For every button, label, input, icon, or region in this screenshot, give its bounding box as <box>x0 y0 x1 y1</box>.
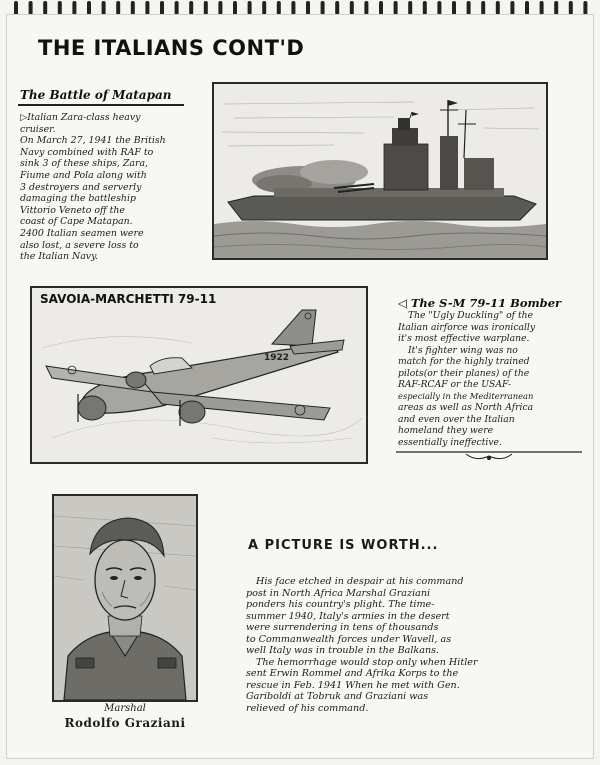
spiral-coil <box>510 1 514 15</box>
spiral-coil <box>525 1 529 15</box>
matapan-line: Vittorio Veneto off the <box>20 204 125 216</box>
spiral-coil <box>481 1 485 15</box>
spiral-coil <box>452 1 456 15</box>
picture-line: ponders his country's plight. The time- <box>246 599 435 610</box>
picture-line: sent Erwin Rommel and Afrika Korps to the <box>246 668 459 679</box>
cruiser-drawing-frame <box>212 82 548 260</box>
picture-line: rescue in Feb. 1941 When he met with Gen. <box>246 679 460 691</box>
spiral-coil <box>467 1 471 15</box>
graziani-portrait <box>54 496 196 700</box>
spiral-coil <box>554 1 558 15</box>
spiral-coil <box>204 1 208 15</box>
matapan-line: Fiume and Pola along with <box>20 169 147 181</box>
picture-line: to Commanwealth forces under Wavell, as <box>246 633 452 645</box>
bomber-drawing-frame <box>30 286 368 464</box>
matapan-heading-underline <box>18 104 184 106</box>
picture-text <box>246 576 478 714</box>
picture-line: His face etched in despair at his command <box>256 576 464 587</box>
spiral-coil <box>29 1 33 15</box>
matapan-line: cruiser. <box>20 123 56 135</box>
spiral-coil <box>379 1 383 15</box>
spiral-coil <box>160 1 164 15</box>
picture-heading: A PICTURE IS WORTH... <box>248 538 439 553</box>
matapan-line: 3 destroyers and serverly <box>20 181 142 193</box>
spiral-coil <box>496 1 500 15</box>
plane-tail-marking: 1922 <box>264 353 290 363</box>
cruiser-drawing <box>214 84 546 258</box>
matapan-line: 2400 Italian seamen were <box>20 227 144 239</box>
spiral-coil <box>364 1 368 15</box>
bomber-line: especially in the Mediterranean <box>398 390 534 401</box>
spiral-coil <box>233 1 237 15</box>
spiral-coil <box>248 1 252 15</box>
matapan-line: also lost, a severe loss to <box>20 239 139 251</box>
bomber-line: pilots(or their planes) of the <box>398 367 530 379</box>
picture-line: summer 1940, Italy's armies in the desert <box>246 610 450 622</box>
bomber-drawing-label: SAVOIA-MARCHETTI 79-11 <box>40 292 217 306</box>
spiral-coil <box>218 1 222 15</box>
spiral-coil <box>423 1 427 15</box>
spiral-coil <box>437 1 441 15</box>
picture-line: The hemorrhage would stop only when Hitler <box>256 656 478 668</box>
portrait-frame <box>52 494 198 702</box>
spiral-coil <box>291 1 295 15</box>
portrait-caption-rank: Marshal <box>104 703 146 714</box>
bomber-line: areas as well as North Africa <box>398 402 534 413</box>
picture-line: Gariboldi at Tobruk and Graziani was <box>246 691 429 702</box>
matapan-text <box>20 112 166 263</box>
spiral-coil <box>102 1 106 15</box>
spiral-coil <box>14 1 18 15</box>
picture-line: well Italy was in trouble in the Balkans. <box>246 645 440 656</box>
spiral-coil <box>58 1 62 15</box>
spiral-coil <box>277 1 281 15</box>
spiral-coil <box>87 1 91 15</box>
bomber-line: it's most effective warplane. <box>398 333 530 344</box>
matapan-line: sink 3 of these ships, Zara, <box>20 158 149 170</box>
bomber-heading: ◁ The S-M 79-11 Bomber <box>398 296 562 310</box>
matapan-line: On March 27, 1941 the British <box>20 135 166 147</box>
spiral-coil <box>321 1 325 15</box>
spiral-coil <box>583 1 587 15</box>
matapan-line: ▷Italian Zara-class heavy <box>20 112 141 123</box>
matapan-line: damaging the battleship <box>20 193 136 205</box>
bomber-line: homeland they were <box>398 425 494 436</box>
spiral-coil <box>43 1 47 15</box>
matapan-line: the Italian Navy. <box>20 251 99 263</box>
spiral-coil <box>350 1 354 15</box>
spiral-coil <box>175 1 179 15</box>
matapan-heading: The Battle of Matapan <box>20 88 172 102</box>
spiral-coil <box>131 1 135 15</box>
spiral-coil <box>540 1 544 15</box>
spiral-coil <box>408 1 412 15</box>
matapan-line: coast of Cape Matapan. <box>20 216 133 228</box>
bomber-line: Italian airforce was ironically <box>398 321 536 333</box>
spiral-coil <box>72 1 76 15</box>
picture-line: relieved of his command. <box>246 702 369 714</box>
bomber-line: essentially ineffective. <box>398 436 502 448</box>
spiral-coil <box>569 1 573 15</box>
bomber-line: It's fighter wing was no <box>408 344 518 356</box>
picture-line: were surrendering in tens of thousands <box>246 622 439 633</box>
spiral-coil <box>306 1 310 15</box>
spiral-coil <box>189 1 193 15</box>
bomber-line: The "Ugly Duckling" of the <box>408 310 534 321</box>
spiral-coil <box>394 1 398 15</box>
bomber-drawing <box>32 288 366 462</box>
portrait-caption-name: Rodolfo Graziani <box>64 716 186 730</box>
spiral-coil <box>116 1 120 15</box>
page-title: THE ITALIANS CONT'D <box>38 36 305 60</box>
picture-line: post in North Africa Marshal Graziani <box>246 587 431 599</box>
spiral-coil <box>335 1 339 15</box>
bomber-line: match for the highly trained <box>398 356 530 367</box>
bomber-text <box>398 310 535 448</box>
bomber-line: RAF-RCAF or the USAF- <box>398 379 512 390</box>
spiral-coil <box>262 1 266 15</box>
matapan-line: Navy combined with RAF to <box>20 146 154 158</box>
bomber-line: and even over the Italian <box>398 413 515 425</box>
spiral-coil <box>145 1 149 15</box>
bomber-ornament-divider <box>396 450 582 464</box>
